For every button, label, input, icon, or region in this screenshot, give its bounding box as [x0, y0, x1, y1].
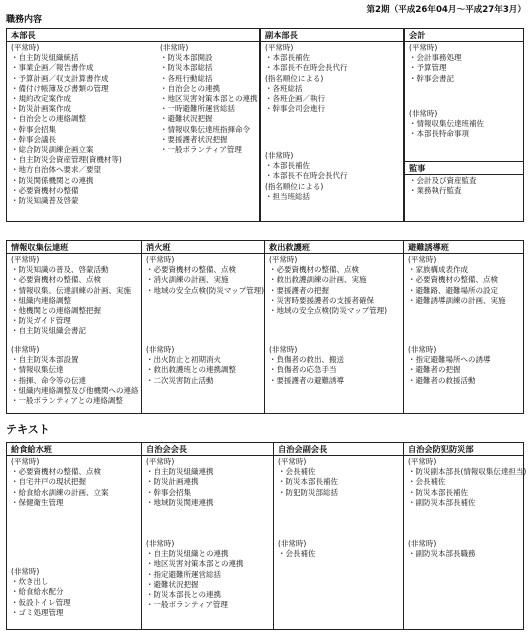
list-heading: (平常時) — [11, 43, 40, 52]
fukukaicho-box — [273, 442, 404, 630]
bohanbu-title: 自治会防犯防災部 — [404, 443, 523, 456]
list-item: ・必要資機材の整備、点検 — [269, 265, 359, 275]
fukuhonbucho-emergency-list — [265, 151, 348, 202]
list-item: ・防災本部長補佐 — [278, 477, 338, 487]
list-heading: (非常時) — [160, 43, 189, 52]
list-item: ・情報収集伝達班補佐 — [409, 119, 484, 129]
list-heading: (平常時) — [409, 43, 438, 52]
list-item: ・消火訓練の計画、実施 — [146, 275, 229, 285]
list-item: ・会計事務処理 — [409, 53, 462, 63]
list-item: ・各班行動総括 — [160, 73, 213, 83]
list-item: ・必要資機材の整備、点検 — [408, 275, 498, 285]
list-heading: (非常時) — [269, 345, 298, 354]
list-item: ・保健衛生管理 — [11, 497, 64, 507]
bohanbu-box — [403, 442, 527, 630]
list-item: ・救出救護訓練の計画、実施 — [269, 275, 367, 285]
list-item: ・負傷者の応急手当 — [269, 365, 337, 375]
list-item: ・防災計画案作成 — [11, 104, 71, 114]
list-heading: (非常時) — [146, 539, 175, 548]
kyushutsu-title: 救出救護班 — [265, 241, 403, 254]
list-item: ・会長補佐 — [408, 477, 446, 487]
list-item: ・必要資機材の整備、点検 — [146, 265, 236, 275]
list-item: ・各班企画／執行 — [265, 94, 325, 104]
list-item: ・防災知識の普及、啓蒙活動 — [11, 265, 109, 275]
list-item: ・出火防止と初期消火 — [146, 355, 221, 365]
list-item: ・規約改定案作成 — [11, 94, 71, 104]
list-item: ・避難者の把握 — [408, 365, 461, 375]
list-item: ・防災本部長補佐 — [408, 487, 468, 497]
list-item: ・幹事会招集 — [11, 124, 56, 134]
shoka-emergency-list — [146, 345, 236, 386]
kansa-box — [404, 161, 524, 222]
list-item: ・二次災害防止活動 — [146, 375, 214, 385]
fukuhonbucho-normal-list — [265, 43, 348, 114]
fukuhonbucho-title: 副本部長 — [261, 29, 403, 42]
list-item: ・避難状況把握 — [160, 114, 213, 124]
list-heading: (平常時) — [408, 457, 437, 466]
list-item: ・炊き出し — [11, 577, 49, 587]
list-item: ・会長補佐 — [278, 467, 316, 477]
list-item: ・必要資機材の整備 — [11, 185, 79, 195]
list-item: ・自主防災会資産管理(資機材等) — [11, 155, 122, 165]
kyusui-emergency-list — [11, 567, 71, 618]
list-item: ・情報収集伝達班指揮命令 — [160, 124, 250, 134]
kyushutsu-emergency-list — [269, 345, 344, 386]
kansa-title: 監事 — [405, 162, 523, 175]
kaikei-normal-list — [409, 43, 462, 84]
list-item: ・幹事会議長 — [11, 134, 56, 144]
list-item: ・自宅井戸の現状把握 — [11, 477, 86, 487]
kyushutsu-normal-list — [269, 255, 387, 316]
list-heading: (非常時) — [11, 345, 40, 354]
list-heading: (平常時) — [278, 457, 307, 466]
list-item: ・一般ボランティア管理 — [146, 600, 228, 610]
list-item: ・情報収集伝達 — [11, 365, 64, 375]
jichikaicho-emergency-list — [146, 539, 244, 610]
fukukaicho-title: 自治会副会長 — [274, 443, 403, 456]
list-item: ・備付け帳簿及び書類の管理 — [11, 83, 109, 93]
list-item: ・地域防災関連連携 — [146, 497, 214, 507]
list-heading: (平常時) — [269, 255, 298, 264]
list-heading: (平常時) — [11, 457, 40, 466]
list-item: ・地域の安全点検(防災マップ管理) — [146, 285, 265, 295]
list-item: ・仮設トイレ管理 — [11, 597, 71, 607]
term-period: 第2期（平成26年04月～平成27年3月） — [366, 5, 526, 15]
list-item: ・幹事会書記 — [409, 73, 454, 83]
list-item: ・自主防災組織会書記 — [11, 326, 86, 336]
list-heading: (非常時) — [409, 109, 438, 118]
list-item: ・ゴミ処理管理 — [11, 607, 64, 617]
list-item: ・業務執行監査 — [409, 186, 462, 196]
list-heading: (非常時) — [408, 345, 437, 354]
list-item: ・幹事会司会進行 — [265, 104, 325, 114]
list-item: ・予算管理 — [409, 63, 447, 73]
list-item: ・防災ガイド管理 — [11, 316, 71, 326]
list-item: ・地区災害対策本部との連携 — [146, 559, 244, 569]
jichikaicho-box — [141, 442, 274, 630]
list-heading: (非常時) — [408, 539, 437, 548]
list-item: ・副防災本部長補佐 — [408, 497, 476, 507]
list-item: ・自主防災本部設置 — [11, 355, 79, 365]
list-item: ・必要資機材の整備、点検 — [11, 467, 101, 477]
list-item: ・防犯防災部総括 — [278, 487, 338, 497]
list-item: ・自主防災組織統括 — [11, 53, 79, 63]
list-item: ・地域の安全点検(防災マップ管理) — [269, 306, 388, 316]
list-item: ・要援護者状況把握 — [160, 134, 228, 144]
list-item: ・避難誘導訓練の計画、実施 — [408, 295, 506, 305]
list-heading: (指名順位による) — [265, 73, 324, 83]
list-item: ・防災関係機関との連携 — [11, 175, 94, 185]
list-heading: (平常時) — [146, 457, 175, 466]
list-item: ・本部長補佐 — [265, 53, 310, 63]
list-heading: (指名順位による) — [265, 181, 324, 191]
list-item: ・組織内連絡調整 — [11, 295, 71, 305]
list-item: ・要援護者の避難誘導 — [269, 375, 344, 385]
list-item: ・災害時要援護者の支援者確保 — [269, 295, 374, 305]
list-item: ・避難状況把握 — [146, 579, 199, 589]
list-heading: (平常時) — [146, 255, 175, 264]
kyusui-title: 給食給水班 — [7, 443, 141, 456]
list-item: ・地区災害対策本部との連携 — [160, 94, 258, 104]
shoka-normal-list — [146, 255, 264, 296]
list-item: ・防災計画連携 — [146, 477, 199, 487]
list-item: ・組織内連絡調整及び他機関への連絡 — [11, 385, 139, 395]
list-item: ・防災本部総括 — [160, 63, 213, 73]
honbucho-emergency-list — [160, 43, 258, 155]
list-item: ・一時避難所運営総括 — [160, 104, 235, 114]
list-item: ・給食給水訓練の計画、立案 — [11, 487, 109, 497]
hinan-box — [403, 240, 524, 414]
honbucho-normal-list — [11, 43, 122, 206]
list-item: ・指定避難場所への誘導 — [408, 355, 491, 365]
list-item: ・自治会との連携 — [160, 83, 220, 93]
bohanbu-emergency-list — [408, 539, 476, 559]
list-heading: (非常時) — [11, 567, 40, 576]
list-item: ・各班総括 — [265, 83, 303, 93]
joho-title: 情報収集伝達班 — [7, 241, 141, 254]
kyusui-normal-list — [11, 457, 109, 508]
bohanbu-normal-list — [408, 457, 526, 508]
list-item: ・担当班総括 — [265, 191, 310, 201]
list-item: ・地方自治体へ要求／要望 — [11, 165, 101, 175]
list-item: ・情報収集、伝達訓練の計画、実施 — [11, 285, 131, 295]
joho-box — [6, 240, 142, 414]
list-heading: (非常時) — [265, 151, 294, 160]
list-item: ・幹事会招集 — [146, 487, 191, 497]
jichikaicho-normal-list — [146, 457, 214, 508]
kaikei-title: 会計 — [405, 29, 523, 42]
shoka-box — [141, 240, 265, 414]
list-item: ・避難者の救援活動 — [408, 375, 476, 385]
list-item: ・副防災本部長職務 — [408, 549, 476, 559]
joho-normal-list — [11, 255, 131, 337]
list-item: ・一般ボランティアとの連絡調整 — [11, 396, 123, 406]
list-item: ・要援護者の把握 — [269, 285, 329, 295]
list-heading: (平常時) — [11, 255, 40, 264]
fukukaicho-emergency-list — [278, 539, 316, 559]
list-heading: (平常時) — [265, 43, 294, 52]
list-item: ・本部長不在時会長代行 — [265, 63, 348, 73]
list-item: ・総合防災訓練企画立案 — [11, 145, 94, 155]
jichikaicho-title: 自治会会長 — [142, 443, 273, 456]
list-item: ・指揮、命令等の伝達 — [11, 375, 86, 385]
list-item: ・本部長補佐 — [265, 161, 310, 171]
list-item: ・自治会との連絡調整 — [11, 114, 86, 124]
list-item: ・防災本部長との連携 — [146, 590, 221, 600]
list-item: ・救出救護班との連携調整 — [146, 365, 236, 375]
kaikei-box — [404, 28, 524, 162]
hinan-emergency-list — [408, 345, 491, 386]
list-heading: (非常時) — [278, 539, 307, 548]
list-item: ・本部長特命事項 — [409, 129, 469, 139]
list-item: ・防災副本部長(情報収集伝達担当) — [408, 467, 527, 477]
list-item: ・一般ボランティア管理 — [160, 145, 242, 155]
list-heading: (平常時) — [408, 255, 437, 264]
list-item: ・予算計画／収支計算書作成 — [11, 73, 109, 83]
list-item: ・自主防災組織連携 — [146, 467, 214, 477]
fukukaicho-normal-list — [278, 457, 338, 498]
list-item: ・会長補佐 — [278, 549, 316, 559]
kaikei-emergency-list — [409, 109, 484, 140]
list-item: ・自主防災組織との連携 — [146, 549, 229, 559]
kansa-list — [409, 176, 477, 196]
list-item: ・事業企画／報告書作成 — [11, 63, 94, 73]
list-item: ・給食給水配分 — [11, 587, 64, 597]
fukuhonbucho-box — [260, 28, 404, 222]
text-section-title: テキスト — [6, 423, 50, 436]
duties-section-title: 職務内容 — [6, 15, 43, 25]
list-item: ・必要資機材の整備、点検 — [11, 275, 101, 285]
kyusui-box — [6, 442, 142, 630]
joho-emergency-list — [11, 345, 139, 406]
list-item: ・防災本部開設 — [160, 53, 213, 63]
hinan-normal-list — [408, 255, 506, 306]
list-item: ・本部長不在時会長代行 — [265, 171, 348, 181]
list-item: ・避難路、避難場所の設定 — [408, 285, 498, 295]
list-heading: (非常時) — [146, 345, 175, 354]
honbucho-box — [6, 28, 260, 222]
list-item: ・会計及び資産監査 — [409, 176, 477, 185]
list-item: ・家族構成表作成 — [408, 265, 468, 275]
list-item: ・他機関との連絡調整把握 — [11, 306, 101, 316]
hinan-title: 避難誘導班 — [404, 241, 523, 254]
honbucho-title: 本部長 — [7, 29, 259, 42]
list-item: ・防災知識普及啓蒙 — [11, 196, 79, 206]
list-item: ・負傷者の救出、搬送 — [269, 355, 344, 365]
shoka-title: 消火班 — [142, 241, 264, 254]
kyushutsu-box — [264, 240, 404, 414]
list-item: ・指定避難所運営総括 — [146, 569, 221, 579]
